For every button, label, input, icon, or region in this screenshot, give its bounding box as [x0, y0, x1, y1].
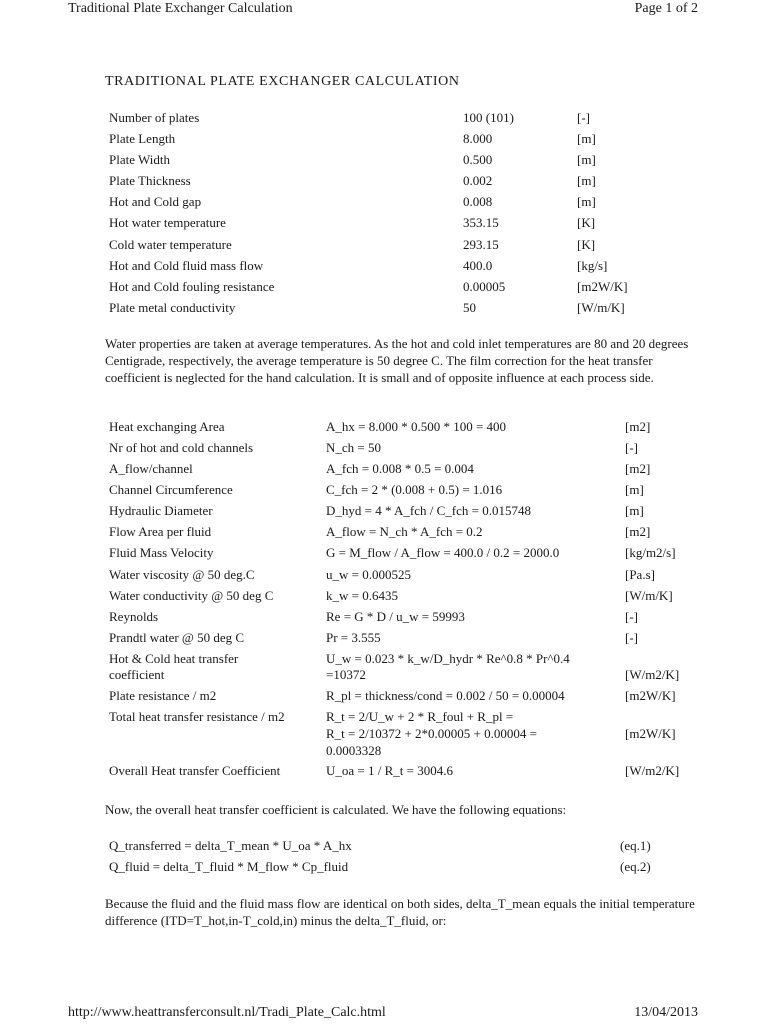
- calc-label: Hydraulic Diameter: [109, 503, 213, 518]
- equation-text: Q_fluid = delta_T_fluid * M_flow * Cp_fluid: [109, 859, 349, 874]
- input-label: Plate Width: [109, 152, 170, 167]
- calc-formula: Re = G * D / u_w = 59993: [326, 609, 465, 624]
- input-label: Hot and Cold fouling resistance: [109, 279, 275, 294]
- calc-row: [0, 628, 768, 648]
- input-row: [0, 277, 768, 297]
- input-unit: [m]: [577, 194, 596, 209]
- calc-formula: A_flow = N_ch * A_fch = 0.2: [326, 524, 483, 539]
- calc-formula: U_w = 0.023 * k_w/D_hydr * Re^0.8 * Pr^0.4: [326, 651, 570, 666]
- calc-unit: [m2W/K]: [625, 726, 676, 741]
- calc-formula: N_ch = 50: [326, 440, 381, 455]
- calc-row: [0, 543, 768, 563]
- input-label: Hot and Cold gap: [109, 194, 202, 209]
- calc-formula: R_pl = thickness/cond = 0.002 / 50 = 0.00004: [326, 688, 565, 703]
- calc-label: Hot & Cold heat transfer: [109, 651, 239, 666]
- input-unit: [m]: [577, 152, 596, 167]
- calc-formula: A_fch = 0.008 * 0.5 = 0.004: [326, 461, 474, 476]
- calc-unit: [m2]: [625, 524, 651, 539]
- equation-text: Q_transferred = delta_T_mean * U_oa * A_hx: [109, 838, 352, 853]
- input-row: [0, 129, 768, 149]
- calc-row: [0, 417, 768, 437]
- calc-unit: [-]: [625, 609, 638, 624]
- input-unit: [m]: [577, 173, 596, 188]
- calc-formula: C_fch = 2 * (0.008 + 0.5) = 1.016: [326, 482, 503, 497]
- input-unit: [m]: [577, 131, 596, 146]
- paragraph-text: Now, the overall heat transfer coefficient is calculated. We have the following equations:: [105, 802, 567, 817]
- calc-label: Fluid Mass Velocity: [109, 545, 214, 560]
- input-row: [0, 256, 768, 276]
- calc-unit: [W/m2/K]: [625, 667, 680, 682]
- calc-formula: R_t = 2/10372 + 2*0.00005 + 0.00004 =: [326, 726, 537, 741]
- input-label: Plate Length: [109, 131, 176, 146]
- calc-formula: u_w = 0.000525: [326, 567, 411, 582]
- calc-label: Flow Area per fluid: [109, 524, 212, 539]
- input-value: 353.15: [463, 215, 499, 230]
- input-label: Plate metal conductivity: [109, 300, 236, 315]
- paragraph-text: Because the fluid and the fluid mass flow are identical on both sides, delta_T_mean equals the initial temperature difference (ITD=T_hot,in-T_cold,in) minus the delta_T_fluid, or:: [105, 896, 695, 928]
- calc-row: [0, 438, 768, 458]
- input-row: [0, 192, 768, 212]
- calc-row: [0, 480, 768, 500]
- calc-unit: [W/m/K]: [625, 588, 673, 603]
- calc-unit: [m]: [625, 503, 644, 518]
- calc-label: Channel Circumference: [109, 482, 233, 497]
- input-value: 0.00005: [463, 279, 506, 294]
- input-value: 100 (101): [463, 110, 514, 125]
- calc-formula: A_hx = 8.000 * 0.500 * 100 = 400: [326, 419, 507, 434]
- calc-label: Heat exchanging Area: [109, 419, 225, 434]
- calc-formula: Pr = 3.555: [326, 630, 381, 645]
- input-row: [0, 108, 768, 128]
- calc-formula: G = M_flow / A_flow = 400.0 / 0.2 = 2000.0: [326, 545, 560, 560]
- calc-row: [0, 565, 768, 585]
- calc-formula: R_t = 2/U_w + 2 * R_foul + R_pl =: [326, 709, 514, 724]
- calc-unit: [m2W/K]: [625, 688, 676, 703]
- input-value: 400.0: [463, 258, 493, 273]
- calc-label: Prandtl water @ 50 deg C: [109, 630, 245, 645]
- input-label: Hot water temperature: [109, 215, 226, 230]
- calc-row: [0, 686, 768, 706]
- paragraph-text: Water properties are taken at average temperatures. As the hot and cold inlet temperatures are 80 and 20 degrees Centigrade, respectively, the average temperature is 50 degree C. The film correction for the heat transfer coefficient is neglected for the hand calculation. It is small and of opposite influence at each process side.: [105, 336, 689, 385]
- input-label: Plate Thickness: [109, 173, 191, 188]
- calc-row: [0, 586, 768, 606]
- input-value: 0.002: [463, 173, 493, 188]
- input-label: Cold water temperature: [109, 237, 232, 252]
- equation-ref: (eq.2): [620, 859, 651, 874]
- calc-label: A_flow/channel: [109, 461, 193, 476]
- equation-row: [0, 857, 768, 877]
- water-properties-paragraph: [105, 335, 695, 386]
- calc-formula: U_oa = 1 / R_t = 3004.6: [326, 763, 453, 778]
- calc-label: Nr of hot and cold channels: [109, 440, 254, 455]
- equations-intro-paragraph: [105, 801, 695, 818]
- calc-unit: [W/m2/K]: [625, 763, 680, 778]
- calc-label: Overall Heat transfer Coefficient: [109, 763, 281, 778]
- calc-label: Total heat transfer resistance / m2: [109, 709, 285, 724]
- input-value: 50: [463, 300, 476, 315]
- page-url: http://www.heattransferconsult.nl/Tradi_Plate_Calc.html: [68, 1005, 386, 1020]
- input-value: 0.500: [463, 152, 493, 167]
- equation-row: [0, 836, 768, 856]
- calc-row: [0, 459, 768, 479]
- input-label: Hot and Cold fluid mass flow: [109, 258, 264, 273]
- calc-formula: =10372: [326, 667, 366, 682]
- calc-formula: k_w = 0.6435: [326, 588, 398, 603]
- calc-unit: [m2]: [625, 461, 651, 476]
- calc-unit: [-]: [625, 630, 638, 645]
- input-label: Number of plates: [109, 110, 200, 125]
- input-row: [0, 171, 768, 191]
- input-value: 293.15: [463, 237, 499, 252]
- calc-row: [0, 522, 768, 542]
- calc-label: Reynolds: [109, 609, 159, 624]
- calc-row: [0, 501, 768, 521]
- input-unit: [K]: [577, 237, 596, 252]
- input-unit: [m2W/K]: [577, 279, 628, 294]
- input-row: [0, 150, 768, 170]
- calc-unit: [Pa.s]: [625, 567, 655, 582]
- print-date: 13/04/2013: [634, 1005, 698, 1020]
- input-row: [0, 213, 768, 233]
- calc-formula: D_hyd = 4 * A_fch / C_fch = 0.015748: [326, 503, 531, 518]
- calc-row-continued: [0, 665, 768, 685]
- calc-label: Plate resistance / m2: [109, 688, 217, 703]
- calc-unit: [m2]: [625, 419, 651, 434]
- calc-row: [0, 607, 768, 627]
- input-value: 8.000: [463, 131, 493, 146]
- input-unit: [-]: [577, 110, 590, 125]
- input-unit: [kg/s]: [577, 258, 608, 273]
- calc-label: Water conductivity @ 50 deg C: [109, 588, 274, 603]
- calc-unit: [m]: [625, 482, 644, 497]
- calc-row-continued: [0, 741, 768, 761]
- input-unit: [K]: [577, 215, 596, 230]
- calc-label: Water viscosity @ 50 deg.C: [109, 567, 255, 582]
- delta-t-mean-paragraph: [105, 895, 695, 929]
- page-number: Page 1 of 2: [634, 1, 698, 16]
- input-value: 0.008: [463, 194, 493, 209]
- calc-label: coefficient: [109, 667, 165, 682]
- calc-unit: [kg/m2/s]: [625, 545, 676, 560]
- input-unit: [W/m/K]: [577, 300, 625, 315]
- calc-unit: [-]: [625, 440, 638, 455]
- document-title: TRADITIONAL PLATE EXCHANGER CALCULATION: [105, 74, 460, 89]
- page-header-title: Traditional Plate Exchanger Calculation: [68, 1, 293, 16]
- calc-formula: 0.0003328: [326, 743, 382, 758]
- input-row: [0, 235, 768, 255]
- calc-row: [0, 761, 768, 781]
- equation-ref: (eq.1): [620, 838, 651, 853]
- input-row: [0, 298, 768, 318]
